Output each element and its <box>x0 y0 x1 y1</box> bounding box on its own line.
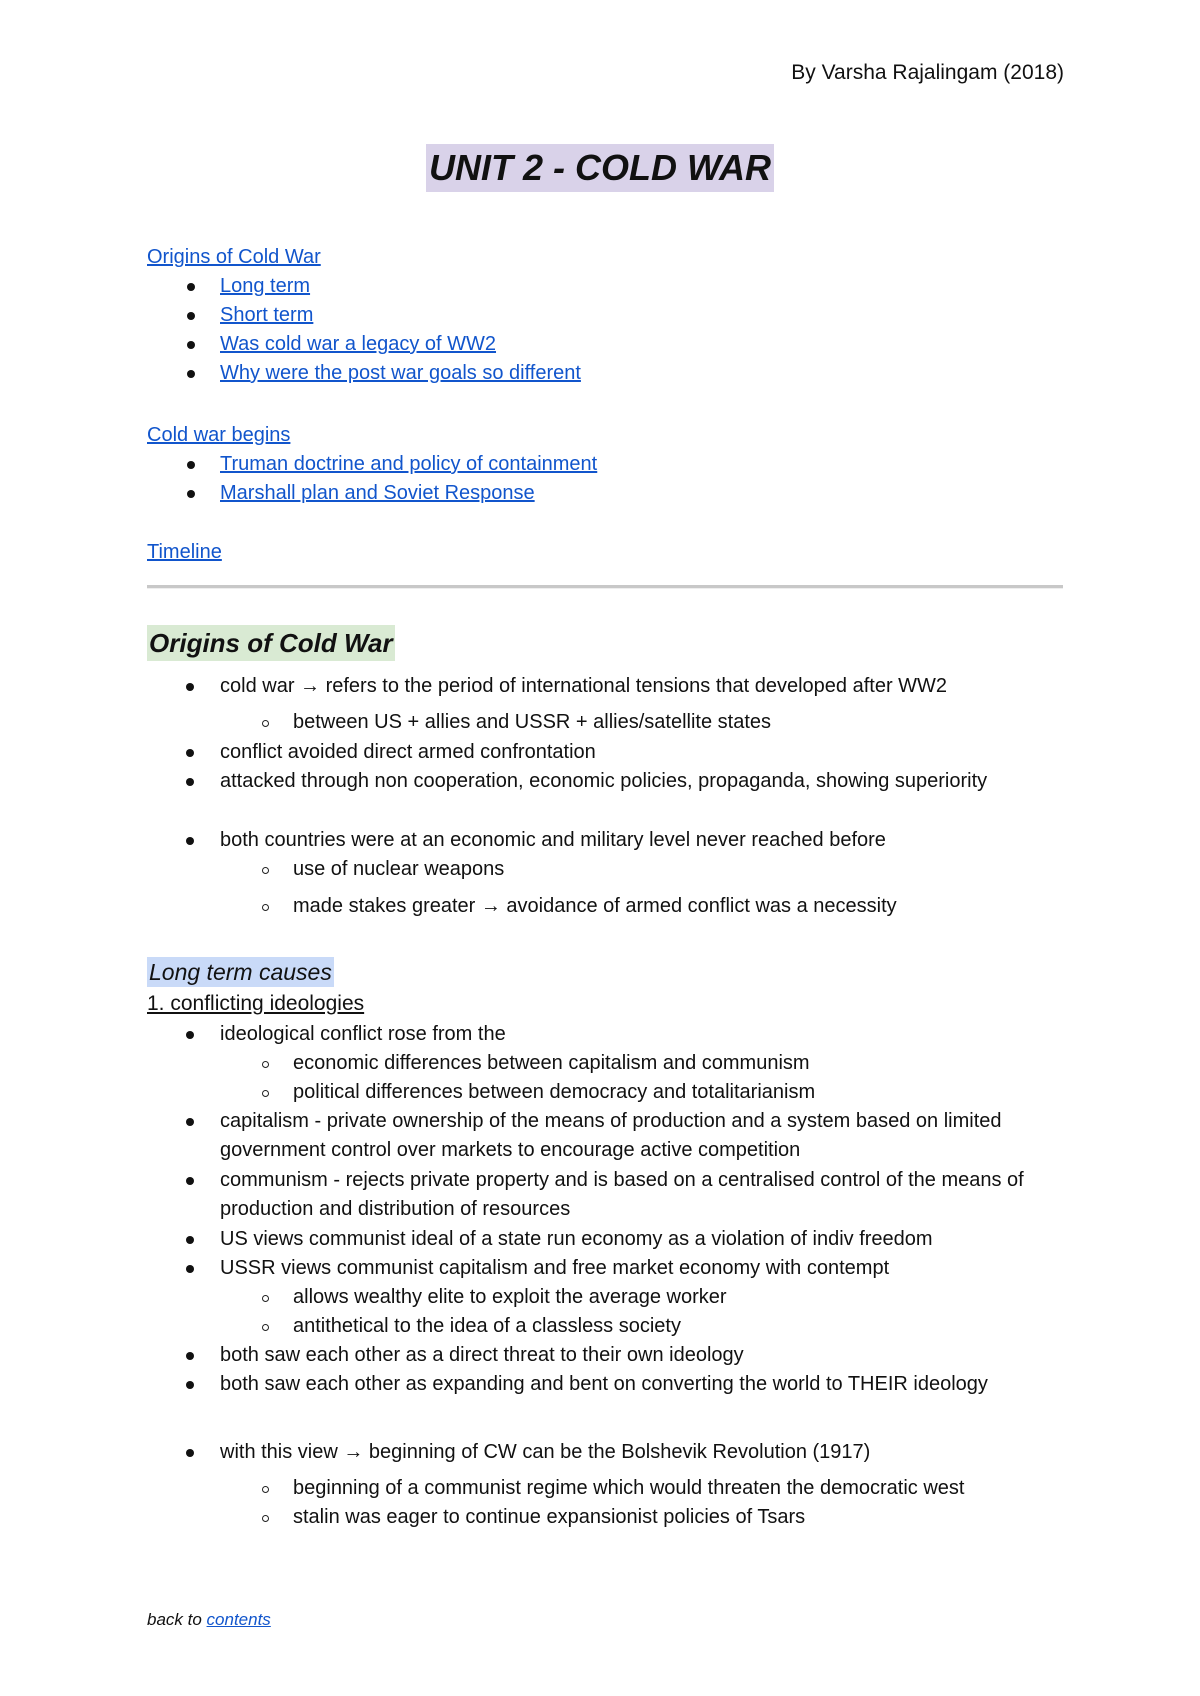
list-item <box>293 708 1063 737</box>
bullet-text: conflict avoided direct armed confrontation <box>220 741 596 763</box>
bullet-text: antithetical to the idea of a classless society <box>293 1315 681 1337</box>
list-item <box>293 1049 1063 1078</box>
bullet-text: both saw each other as a direct threat to their own ideology <box>220 1344 744 1366</box>
bullet-text: communism - rejects private property and is based on a centralised control of the means of production and distribution of resources <box>220 1169 1024 1220</box>
toc-link-long-term[interactable]: Long term <box>220 275 311 297</box>
list-item <box>293 1503 1063 1532</box>
back-to-contents <box>147 1610 271 1630</box>
author-credit: By Varsha Rajalingam (2018) <box>791 61 1064 84</box>
list-item <box>220 1254 1060 1283</box>
bullet-icon <box>186 749 194 757</box>
bullet-text: ideological conflict rose from the <box>220 1023 506 1045</box>
toc-link-origins[interactable]: Origins of Cold War <box>147 246 321 268</box>
sub-bullet-icon <box>262 1486 269 1493</box>
divider <box>147 585 1063 589</box>
list-item <box>220 767 1060 796</box>
bullet-icon <box>187 341 195 349</box>
list-item <box>220 1107 1060 1165</box>
list-item <box>220 1225 1060 1254</box>
toc-link-truman[interactable]: Truman doctrine and policy of containment <box>220 453 598 475</box>
bullet-icon <box>186 1265 194 1273</box>
list-item <box>293 1312 1063 1341</box>
bullet-text: cold war → refers to the period of international tensions that developed after WW2 <box>220 675 948 697</box>
bullet-icon <box>186 1449 194 1457</box>
list-item <box>220 1020 1060 1049</box>
list-item <box>220 826 1060 855</box>
title-container <box>0 144 1200 192</box>
list-item <box>293 1283 1063 1312</box>
list-item <box>220 672 1060 701</box>
bullet-text: attacked through non cooperation, economic policies, propaganda, showing superiority <box>220 770 988 792</box>
toc-link-legacy-ww2[interactable]: Was cold war a legacy of WW2 <box>220 333 497 355</box>
sub-bullet-icon <box>262 1061 269 1068</box>
bullet-text: both saw each other as expanding and bent on converting the world to THEIR ideology <box>220 1373 988 1395</box>
bullet-text: made stakes greater → avoidance of armed conflict was a necessity <box>293 895 897 917</box>
section-heading-origins: Origins of Cold War <box>147 625 395 661</box>
bullet-text: political differences between democracy and totalitarianism <box>293 1081 816 1103</box>
toc-origins <box>147 242 581 388</box>
bullet-text: US views communist ideal of a state run economy as a violation of indiv freedom <box>220 1228 933 1250</box>
bullet-icon <box>186 1031 194 1039</box>
list-item <box>293 855 1063 884</box>
list-item <box>293 1078 1063 1107</box>
bullet-text: between US + allies and USSR + allies/satellite states <box>293 711 772 733</box>
sub-bullet-icon <box>262 1295 269 1302</box>
bullet-text: stalin was eager to continue expansionist policies of Tsars <box>293 1506 806 1528</box>
list-item <box>220 1438 1060 1467</box>
bullet-icon <box>186 1236 194 1244</box>
bullet-icon <box>186 837 194 845</box>
bullet-icon <box>187 312 195 320</box>
sub-bullet-icon <box>262 1090 269 1097</box>
cause-heading: 1. conflicting ideologies <box>147 992 365 1015</box>
toc-begins <box>147 420 597 508</box>
bullet-icon <box>187 283 195 291</box>
list-item <box>220 1341 1060 1370</box>
page-title: UNIT 2 - COLD WAR <box>426 144 774 192</box>
list-item <box>220 738 1060 767</box>
bullet-text: use of nuclear weapons <box>293 858 505 880</box>
toc-link-post-war-goals[interactable]: Why were the post war goals so different <box>220 362 581 384</box>
bullet-text: beginning of a communist regime which would threaten the democratic west <box>293 1477 965 1499</box>
bullet-icon <box>187 461 195 469</box>
bullet-text: economic differences between capitalism and communism <box>293 1052 810 1074</box>
toc-link-marshall[interactable]: Marshall plan and Soviet Response <box>220 482 535 504</box>
toc-link-short-term[interactable]: Short term <box>220 304 314 326</box>
sub-bullet-icon <box>262 904 269 911</box>
bullet-text: with this view → beginning of CW can be the Bolshevik Revolution (1917) <box>220 1441 871 1463</box>
sub-bullet-icon <box>262 867 269 874</box>
list-item <box>220 1370 1060 1399</box>
sub-bullet-icon <box>262 1324 269 1331</box>
bullet-icon <box>186 1381 194 1389</box>
toc-timeline <box>147 537 222 567</box>
bullet-icon <box>186 1352 194 1360</box>
contents-link[interactable]: contents <box>206 1610 271 1629</box>
footer-text: back to <box>147 1610 207 1629</box>
bullet-icon <box>186 1118 194 1126</box>
sub-bullet-icon <box>262 1515 269 1522</box>
bullet-icon <box>186 1177 194 1185</box>
bullet-text: both countries were at an economic and military level never reached before <box>220 829 886 851</box>
list-item <box>293 892 1063 921</box>
subsection-heading-long-term: Long term causes <box>149 959 332 985</box>
list-item <box>220 1166 1060 1224</box>
bullet-text: USSR views communist capitalism and free market economy with contempt <box>220 1257 890 1279</box>
bullet-icon <box>187 490 195 498</box>
bullet-icon <box>186 683 194 691</box>
bullet-icon <box>186 778 194 786</box>
toc-link-timeline[interactable]: Timeline <box>147 541 222 563</box>
sub-bullet-icon <box>262 720 269 727</box>
toc-link-cold-war-begins[interactable]: Cold war begins <box>147 424 291 446</box>
bullet-icon <box>187 370 195 378</box>
list-item <box>293 1474 1063 1503</box>
bullet-text: allows wealthy elite to exploit the average worker <box>293 1286 727 1308</box>
bullet-text: capitalism - private ownership of the means of production and a system based on limited government control over markets to encourage active competition <box>220 1110 1002 1161</box>
